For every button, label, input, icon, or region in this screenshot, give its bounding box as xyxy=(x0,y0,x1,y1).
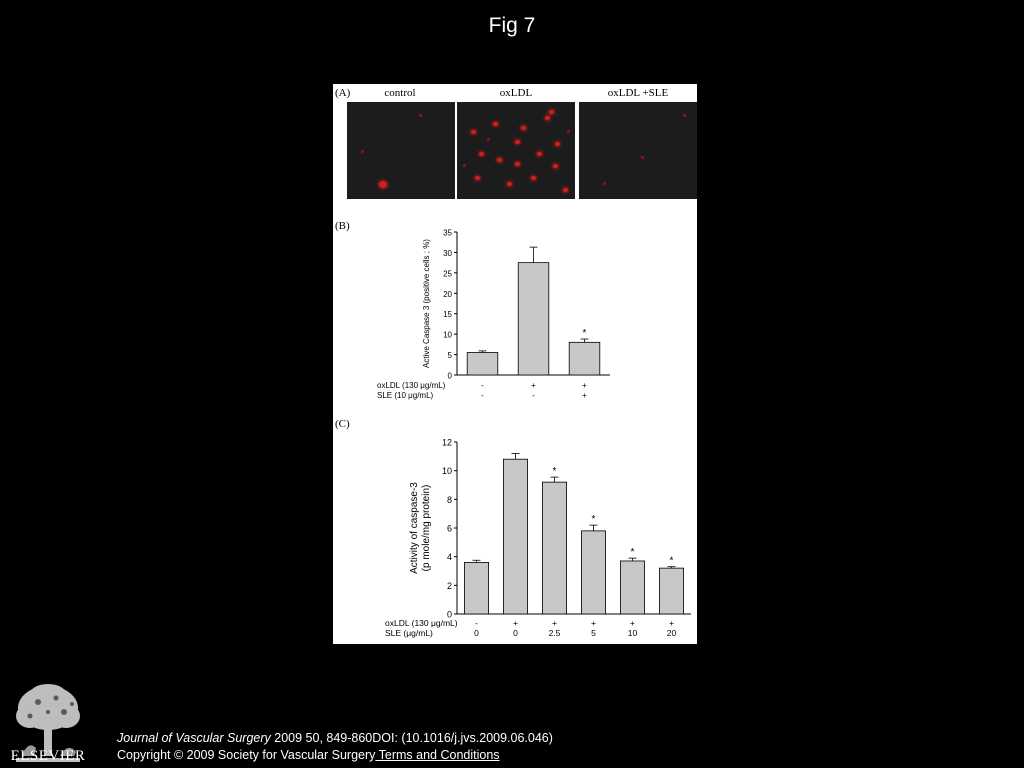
condition-row-label: oxLDL (130 μg/mL) xyxy=(377,381,446,390)
chart-c xyxy=(333,418,697,644)
condition-value: + xyxy=(669,618,674,628)
condition-row-label: SLE (10 μg/mL) xyxy=(377,391,434,400)
y-tick-label: 20 xyxy=(443,289,452,299)
bar xyxy=(620,561,644,614)
bar xyxy=(503,459,527,614)
y-tick-label: 15 xyxy=(443,310,452,320)
panel-a-label: (A) xyxy=(335,87,351,99)
condition-value: 10 xyxy=(627,628,638,638)
citation-details: 2009 50, 849-860DOI: (10.1016/j.jvs.2009.06.046) xyxy=(270,731,553,745)
bar xyxy=(542,482,566,614)
y-tick-label: 25 xyxy=(443,269,452,279)
y-tick-label: 10 xyxy=(443,330,452,340)
condition-row-label: oxLDL (130 μg/mL) xyxy=(385,618,458,628)
chart-b xyxy=(333,220,697,410)
condition-value: + xyxy=(582,391,587,400)
y-tick-label: 10 xyxy=(441,466,452,477)
bar xyxy=(467,353,498,375)
y-tick-label: 4 xyxy=(446,552,452,563)
significance-mark: * xyxy=(591,514,596,526)
condition-value: 20 xyxy=(666,628,677,638)
micro-label-oxldl-sle: oxLDL +SLE xyxy=(607,87,669,99)
journal-name: Journal of Vascular Surgery xyxy=(117,731,271,745)
significance-mark: * xyxy=(630,547,635,559)
panel-c-label: (C) xyxy=(335,418,350,430)
bar xyxy=(659,568,683,614)
copyright-line xyxy=(117,748,500,762)
condition-value: 5 xyxy=(591,628,596,638)
micro-label-control: control xyxy=(384,87,416,99)
condition-value: + xyxy=(531,381,536,390)
condition-value: - xyxy=(532,391,535,400)
y-tick-label: 8 xyxy=(446,494,452,505)
publisher-wordmark: ELSEVIER xyxy=(10,748,86,764)
bar xyxy=(581,531,605,614)
y-tick-label: 12 xyxy=(441,437,452,448)
condition-value: - xyxy=(475,618,478,628)
micrograph-oxldl xyxy=(457,102,575,199)
y-tick-label: 2 xyxy=(446,580,452,591)
micro-label-oxldl: oxLDL xyxy=(499,87,533,99)
bar xyxy=(464,562,488,614)
condition-value: 0 xyxy=(474,628,479,638)
panel-b-label: (B) xyxy=(335,220,350,232)
significance-mark: * xyxy=(669,555,674,567)
condition-value: 2.5 xyxy=(548,628,561,638)
y-axis-label: (p mole/mg protein) xyxy=(421,484,432,572)
y-axis-label: Activity of caspase-3 xyxy=(409,482,420,574)
terms-link[interactable]: Terms and Conditions xyxy=(375,748,500,762)
condition-row-label: SLE (μg/mL) xyxy=(385,628,433,638)
y-tick-label: 0 xyxy=(447,371,452,381)
condition-value: + xyxy=(513,618,518,628)
significance-mark: * xyxy=(582,328,587,340)
figure-panel xyxy=(333,84,697,644)
condition-value: + xyxy=(552,618,557,628)
copyright-text: Copyright © 2009 Society for Vascular Surgery xyxy=(117,748,376,762)
micrograph-oxldl-sle xyxy=(579,102,697,199)
condition-value: - xyxy=(481,391,484,400)
micrograph-control xyxy=(347,102,455,199)
y-tick-label: 30 xyxy=(443,248,452,258)
condition-value: - xyxy=(481,381,484,390)
condition-value: + xyxy=(630,618,635,628)
y-axis-label: Active Caspase 3 (positive cells ; %) xyxy=(422,239,431,368)
y-tick-label: 5 xyxy=(447,351,452,361)
citation-line xyxy=(117,731,553,745)
condition-value: + xyxy=(591,618,596,628)
condition-value: + xyxy=(582,381,587,390)
bar xyxy=(569,342,600,375)
significance-mark: * xyxy=(552,466,557,478)
slide-title: Fig 7 xyxy=(488,14,536,37)
y-tick-label: 6 xyxy=(446,523,452,534)
bar xyxy=(518,263,549,375)
y-tick-label: 35 xyxy=(443,228,452,238)
condition-value: 0 xyxy=(513,628,518,638)
y-tick-label: 0 xyxy=(446,609,452,620)
